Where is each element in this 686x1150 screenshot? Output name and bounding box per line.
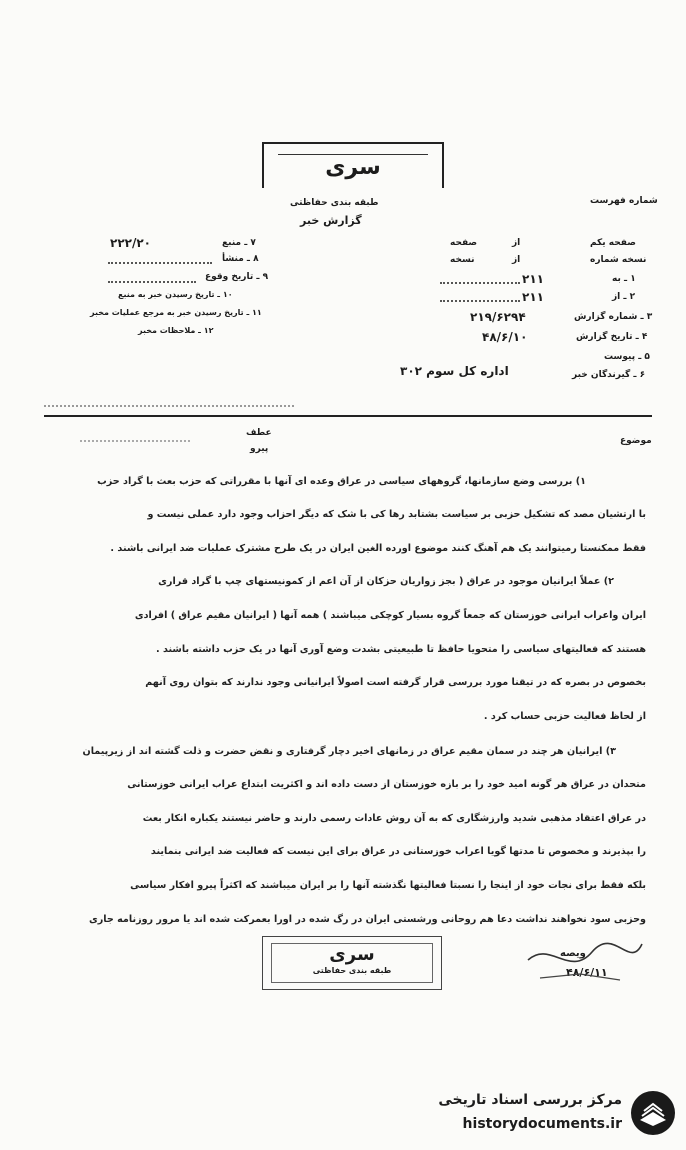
reference-label-2: پیرو bbox=[250, 444, 269, 454]
subject-label: موضوع bbox=[620, 436, 652, 446]
signature-scribble-icon bbox=[520, 930, 650, 990]
field-value-source: ۲۲۲/۲۰ bbox=[110, 236, 152, 250]
book-logo-icon bbox=[630, 1090, 676, 1136]
body-line: از لحاظ فعالیت حزبی حساب کرد . bbox=[483, 711, 646, 722]
body-line: بلکه فقط برای نجات خود از اینجا را نسبتا فعالیتها نگذشته آنها را بر ایران میباشند که اکثراً پیرو افکار سیاسی bbox=[130, 880, 646, 891]
field-label-source-date: ۱۰ ـ تاریخ رسیدن خبر به منبع bbox=[118, 290, 233, 299]
dotted-line bbox=[108, 281, 196, 283]
header-right-label: شماره فهرست bbox=[590, 196, 658, 206]
field-label-from: ۲ ـ از bbox=[612, 292, 636, 302]
field-label-remarks: ۱۲ ـ ملاحظات مخبر bbox=[138, 326, 214, 335]
body-line: متحدان در عراق هر گونه امید خود را بر بازه خوزستان از دست داده اند و اکثریت ابتداع عراب ایرانی خوزستانی bbox=[127, 779, 646, 790]
reference-label: عطف bbox=[246, 428, 272, 438]
field-of-page: از bbox=[512, 238, 521, 248]
document-title: گزارش خبر bbox=[300, 214, 362, 227]
field-label-source: ۷ ـ منبع bbox=[222, 238, 256, 248]
signature-date: ۴۸/۶/۱۱ bbox=[566, 966, 608, 979]
field-label-attachment: ۵ ـ پیوست bbox=[604, 352, 650, 362]
field-label-origin: ۸ ـ منشأ bbox=[222, 254, 259, 264]
field-value-report-date: ۴۸/۶/۱۰ bbox=[482, 330, 528, 344]
horizontal-rule bbox=[44, 415, 652, 417]
field-label-to: ۱ ـ به bbox=[612, 274, 636, 284]
field-label-page: صفحه یکم bbox=[590, 238, 636, 248]
signature: ویصه bbox=[560, 948, 586, 959]
classification-label: طبقه بندی حفاظتی bbox=[290, 198, 379, 208]
body-line: هستند که فعالیتهای سیاسی را متحویا حافظ تا طبیعیتی بشدت وضع آوری آنها در یک حزب داشته باشند . bbox=[155, 644, 646, 655]
field-copy-word: نسخه bbox=[450, 255, 475, 265]
field-page-word: صفحه bbox=[450, 238, 478, 248]
field-value-from: ۲۱۱ bbox=[522, 290, 544, 304]
bottom-stamp-sub: طبقه بندی حفاظتی bbox=[312, 966, 392, 975]
body-line: ۲) عملاً ایرانیان موجود در عراق ( بجز زواریان حزکان از آن اعم از کمونیستهای چپ با گراد قراری bbox=[158, 576, 614, 587]
body-line: ۱) بررسی وضع سازمانها، گروههای سیاسی در عراق وعده ای آنها با مقرراتی که حزب بعث با گراد حزب bbox=[97, 476, 586, 487]
dotted-line bbox=[440, 282, 520, 284]
field-label-reference-date: ۱۱ ـ تاریخ رسیدن خبر به مرجع عملیات مخبر bbox=[90, 308, 262, 317]
body-line: ایران واعراب ایرانی خوزستان که جمعاً گروه بسیار کوچکی میباشند ) همه آنها ( ایرانیان مقیم عراق ) افرادی bbox=[134, 610, 646, 621]
stamp-word: سری bbox=[278, 154, 428, 185]
field-value-report-number: ۲۱۹/۶۲۹۴ bbox=[470, 310, 526, 324]
body-line: با ارتشیان مصد که تشکیل حزبی بر سیاست بشتابد رها کی با شک که دیگر احزاب وجود دارد عملی نیست و bbox=[147, 509, 646, 520]
field-label-copy: نسخه شماره bbox=[590, 255, 647, 265]
field-value-recipients: اداره کل سوم ۳۰۲ bbox=[400, 364, 509, 378]
body-line: وحزبی سود نخواهند نداشت دعا هم روحانی ورشستی ایران در رگ شده در اورا بعمرکت شده اند یا مرور روزنامه جاری bbox=[88, 914, 646, 925]
watermark bbox=[398, 1088, 678, 1144]
bottom-stamp-inner bbox=[271, 943, 433, 983]
bottom-classification-stamp bbox=[262, 936, 442, 990]
dotted-line bbox=[108, 262, 212, 264]
body-line: فقط ممکنستا رمیتوانند یک هم آهنگ کنند موضوع اورده الغین ایران در یک طرح مشترک عملیات ضد ایرانی باشند . bbox=[110, 543, 646, 554]
body-line: در عراق اعتقاد مذهبی شدید وارزشگاری که به آن روش عادات رسمی دارند و حاضر نیستند یکباره انکار بعث bbox=[142, 813, 646, 824]
body-line: بخصوص در بصره که در تیقنا مورد بررسی قرار گرفته است اصولاً ایرانیانی وجود ندارند که بتوان روی آنهم bbox=[145, 677, 646, 688]
field-label-recipients: ۶ ـ گیرندگان خبر bbox=[572, 370, 646, 380]
faint-dotted-line bbox=[44, 405, 294, 407]
body-line: را بپذیرند و مخصوص تا مدتها گویا اعراب خوزستانی در عراق برای این نیست که فعالیت ضد ایرانی بنمایند bbox=[150, 846, 646, 857]
field-label-report-date: ۴ ـ تاریخ گزارش bbox=[576, 332, 648, 342]
bottom-stamp-word: سری bbox=[329, 944, 375, 965]
faint-dotted-line bbox=[80, 440, 190, 442]
body-line: ۳) ایرانیان هر چند در سمان مقیم عراق در زمانهای اخیر دچار گرفتاری و نقض حضرت و ذلت گشته اند از زیرپیمان bbox=[82, 746, 616, 757]
top-classification-stamp bbox=[262, 142, 444, 188]
field-of-copy: از bbox=[512, 255, 521, 265]
watermark-title: مرکز بررسی اسناد تاریخی bbox=[438, 1092, 622, 1108]
field-value-to: ۲۱۱ bbox=[522, 272, 544, 286]
watermark-url: historydocuments.ir bbox=[462, 1116, 622, 1132]
field-label-event-date: ۹ ـ تاریخ وقوع bbox=[205, 272, 269, 282]
field-label-report-number: ۳ ـ شماره گزارش bbox=[574, 312, 653, 322]
dotted-line bbox=[440, 300, 520, 302]
